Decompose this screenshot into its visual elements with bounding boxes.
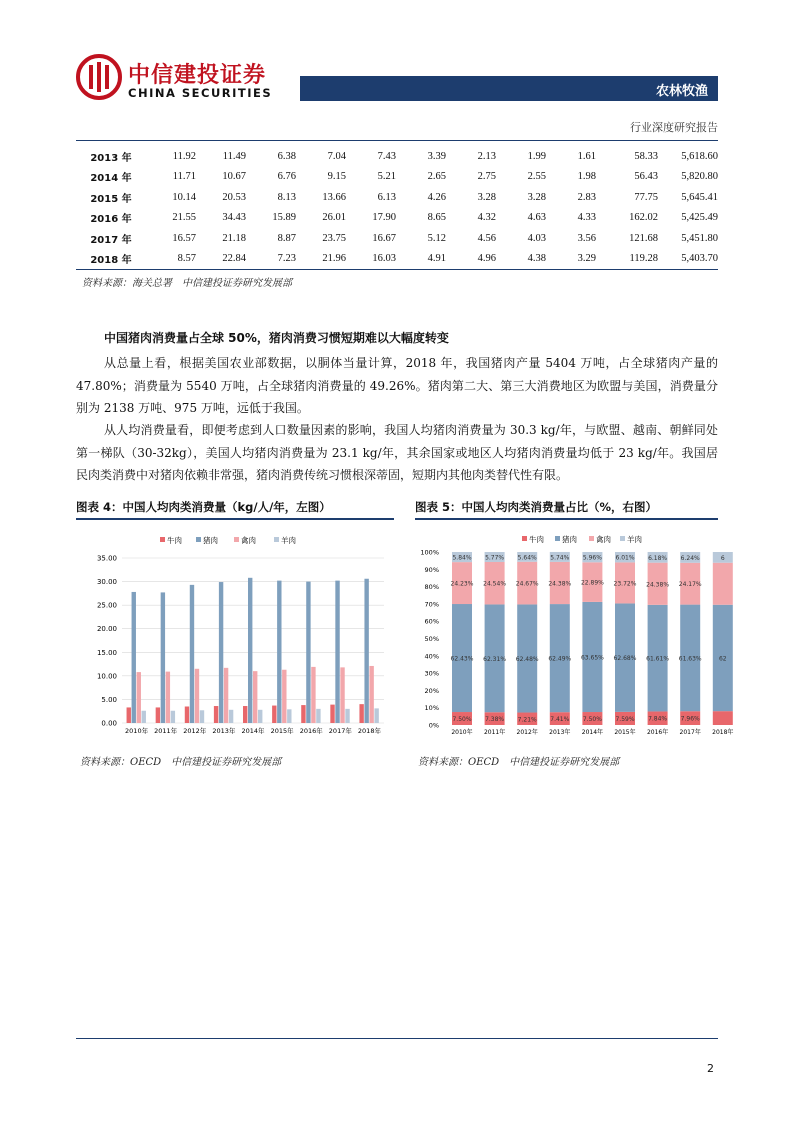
- value-cell: 121.68: [629, 232, 658, 244]
- value-cell: 4.33: [577, 212, 596, 224]
- y-tick-label: 30%: [424, 669, 439, 678]
- legend-label: 猪肉: [562, 535, 577, 544]
- x-tick-label: 2012年: [516, 729, 538, 736]
- bar: [171, 711, 175, 723]
- value-cell: 8.13: [277, 191, 296, 203]
- value-cell: 4.91: [396, 249, 446, 270]
- table-row: [76, 187, 718, 208]
- paragraph-2: 从人均消费量看，即便考虑到人口数量因素的影响，我国人均猪肉消费量为 30.3 kg/年，与欧盟、越南、朝鲜同处第一梯队（30-32kg），美国人均猪肉消费量为 23.1 kg/年，其余国家或地区人均猪肉消费量均低于 23 kg/年。我国居民肉类消费中对猪肉依赖非常强，猪肉消费传统习惯根深蒂固，短期内其他肉类替代性有限。: [76, 423, 718, 482]
- sector-label: 农林牧渔: [655, 84, 708, 99]
- header-rule: [76, 140, 718, 141]
- x-tick-label: 2015年: [614, 729, 636, 736]
- value-cell: 1.61: [577, 150, 596, 162]
- x-tick-label: 2015年: [270, 727, 294, 735]
- data-label: 24.23%: [450, 580, 474, 588]
- bar: [316, 709, 320, 723]
- data-label: 5.77%: [485, 554, 505, 562]
- value-cell: 4.56: [477, 232, 496, 244]
- value-cell: 6.76: [277, 171, 296, 183]
- table-source: 资料来源：海关总署 中信建投证券研究发展部: [82, 278, 292, 289]
- y-tick-label: 10.00: [96, 672, 117, 681]
- value-cell: 17.90: [372, 212, 396, 224]
- bar: [340, 667, 344, 723]
- year-cell: 2018 年: [76, 249, 146, 270]
- bar: [369, 666, 373, 723]
- bar: [243, 706, 247, 723]
- y-tick-label: 5.00: [101, 695, 117, 704]
- data-label: 24.54%: [483, 580, 507, 588]
- brand-name-en: CHINA SECURITIES: [128, 86, 273, 100]
- value-cell: 22.84: [196, 249, 246, 270]
- bar: [364, 579, 368, 723]
- value-cell: 119.28: [596, 249, 658, 270]
- data-label: 24.38%: [548, 580, 572, 588]
- x-tick-label: 2011年: [483, 729, 506, 736]
- data-label: 7.59%: [615, 715, 635, 723]
- y-tick-label: 80%: [424, 583, 439, 592]
- bar: [127, 707, 131, 723]
- bar: [161, 592, 165, 723]
- bar: [156, 707, 160, 723]
- figure-4-source: 资料来源：OECD 中信建投证券研究发展部: [80, 757, 282, 768]
- figure-5-source: 资料来源：OECD 中信建投证券研究发展部: [418, 757, 620, 768]
- bar: [282, 670, 286, 723]
- bar: [166, 672, 170, 723]
- bar: [287, 709, 291, 723]
- header-bar: [300, 76, 718, 101]
- legend-swatch: [196, 537, 201, 542]
- value-cell: 4.38: [496, 249, 546, 270]
- year-cell: 2014 年: [90, 173, 132, 185]
- brand-name-cn: 中信建投证券: [128, 63, 267, 88]
- bar: [195, 669, 199, 723]
- bar: [272, 706, 276, 723]
- legend-swatch: [234, 537, 239, 542]
- bar: [214, 706, 218, 723]
- data-label: 62.31%: [483, 655, 507, 663]
- value-cell: 23.75: [322, 232, 346, 244]
- legend-label: 禽肉: [596, 535, 611, 544]
- bar: [345, 709, 349, 723]
- x-tick-label: 2017年: [679, 729, 701, 736]
- value-cell: 3.56: [577, 232, 596, 244]
- year-cell: 2013 年: [90, 152, 132, 164]
- table-row: [76, 167, 718, 188]
- data-label: 62.48%: [515, 655, 539, 663]
- value-cell: 8.65: [427, 212, 446, 224]
- x-tick-label: 2018年: [357, 727, 381, 735]
- x-tick-label: 2014年: [581, 729, 604, 736]
- bar: [301, 705, 305, 723]
- x-tick-label: 2014年: [241, 727, 265, 735]
- data-label: 24.67%: [515, 580, 539, 588]
- data-label: 6: [720, 554, 725, 562]
- year-cell: 2016 年: [90, 214, 132, 226]
- x-tick-label: 2012年: [183, 727, 207, 735]
- y-tick-label: 40%: [424, 652, 439, 661]
- y-tick-label: 60%: [424, 617, 439, 626]
- value-cell: 13.66: [322, 191, 346, 203]
- data-label: 7.84%: [648, 715, 668, 723]
- data-label: 6.18%: [648, 554, 668, 562]
- data-label: 62: [718, 655, 727, 663]
- y-tick-label: 50%: [424, 635, 439, 643]
- value-cell: 21.55: [172, 212, 196, 224]
- footer-rule: [76, 1038, 718, 1039]
- value-cell: 34.43: [222, 212, 246, 224]
- figure-4-title: 图表 4：中国人均肉类消费量（kg/人/年，左图）: [76, 499, 394, 520]
- value-cell: 6.38: [277, 150, 296, 162]
- x-tick-label: 2016年: [299, 727, 323, 735]
- data-label: 61.61%: [646, 655, 670, 663]
- value-cell: 16.03: [346, 249, 396, 270]
- bar: [224, 668, 228, 723]
- y-tick-label: 90%: [424, 565, 439, 574]
- bar: [185, 707, 189, 724]
- legend-swatch: [589, 536, 594, 541]
- value-cell: 5,451.80: [681, 232, 718, 244]
- figure-5-title: 图表 5：中国人均肉类消费量占比（%，右图）: [415, 499, 718, 520]
- value-cell: 5.21: [377, 171, 396, 183]
- value-cell: 5,645.41: [681, 191, 718, 203]
- data-label: 7.96%: [680, 715, 700, 723]
- year-cell: 2017 年: [90, 234, 132, 246]
- x-tick-label: 2018年: [712, 729, 734, 736]
- legend-swatch: [274, 537, 279, 542]
- value-cell: 5,820.80: [681, 171, 718, 183]
- legend-swatch: [522, 536, 527, 541]
- x-tick-label: 2017年: [328, 727, 352, 735]
- stacked-bar-segment: [713, 711, 733, 725]
- china-securities-logo: [76, 54, 122, 100]
- legend-label: 禽肉: [241, 536, 256, 545]
- data-label: 6.24%: [680, 554, 700, 562]
- table-row: [76, 228, 718, 249]
- y-tick-label: 10%: [424, 704, 439, 713]
- data-label: 62.43%: [450, 655, 474, 663]
- year-cell: 2015 年: [90, 193, 132, 205]
- y-tick-label: 0.00: [101, 719, 117, 728]
- data-label: 7.50%: [452, 716, 472, 724]
- bar: [277, 581, 281, 723]
- data-label: 6.01%: [615, 554, 635, 562]
- legend-label: 猪肉: [203, 536, 218, 545]
- data-label: 24.17%: [678, 581, 702, 589]
- legend-swatch: [160, 537, 165, 542]
- bar: [330, 705, 334, 723]
- stacked-bar-segment: [713, 563, 733, 605]
- bar: [248, 578, 252, 723]
- legend-label: 羊肉: [281, 536, 296, 545]
- y-tick-label: 70%: [424, 600, 439, 609]
- value-cell: 3.29: [546, 249, 596, 270]
- value-cell: 3.28: [527, 191, 546, 203]
- value-cell: 11.71: [172, 171, 196, 183]
- report-type: 行业深度研究报告: [630, 121, 718, 134]
- value-cell: 8.57: [146, 249, 196, 270]
- value-cell: 5,403.70: [658, 249, 718, 270]
- bar: [132, 592, 136, 723]
- data-label: 63.65%: [580, 654, 604, 662]
- value-cell: 56.43: [634, 171, 658, 183]
- value-cell: 2.13: [477, 150, 496, 162]
- import-data-table: [76, 146, 718, 270]
- y-tick-label: 20%: [424, 686, 439, 695]
- x-tick-label: 2016年: [646, 729, 669, 736]
- bar: [253, 671, 257, 723]
- bar: [359, 704, 363, 723]
- value-cell: 20.53: [222, 191, 246, 203]
- value-cell: 16.57: [172, 232, 196, 244]
- value-cell: 16.67: [372, 232, 396, 244]
- value-cell: 3.39: [427, 150, 446, 162]
- value-cell: 7.43: [377, 150, 396, 162]
- bar: [137, 672, 141, 723]
- y-tick-label: 100%: [420, 548, 439, 557]
- paragraph-1: 从总量上看，根据美国农业部数据，以胴体当量计算，2018 年，我国猪肉产量 5404 万吨，占全球猪肉产量的 47.80%；消费量为 5540 万吨，占全球猪肉消费量的 49.26%。猪肉第二大、第三大消费地区为欧盟与美国，消费量分别为 2138 万吨、975 万吨，远低于我国。: [76, 356, 718, 415]
- x-tick-label: 2011年: [154, 727, 178, 735]
- x-tick-label: 2010年: [125, 727, 149, 735]
- data-label: 7.38%: [485, 716, 505, 724]
- value-cell: 21.18: [222, 232, 246, 244]
- bar: [229, 710, 233, 723]
- value-cell: 5,425.49: [681, 212, 718, 224]
- value-cell: 4.63: [527, 212, 546, 224]
- value-cell: 4.32: [477, 212, 496, 224]
- per-capita-meat-consumption-chart: [78, 528, 396, 743]
- data-label: 7.21%: [517, 716, 537, 724]
- value-cell: 2.83: [577, 191, 596, 203]
- value-cell: 5,618.60: [681, 150, 718, 162]
- data-label: 23.72%: [613, 580, 637, 588]
- value-cell: 2.55: [527, 171, 546, 183]
- y-tick-label: 25.00: [96, 601, 117, 610]
- data-label: 62.49%: [548, 655, 572, 663]
- legend-label: 牛肉: [529, 535, 544, 544]
- legend-swatch: [555, 536, 560, 541]
- x-tick-label: 2013年: [212, 727, 236, 735]
- value-cell: 10.67: [222, 171, 246, 183]
- table-row: [76, 146, 718, 167]
- legend-label: 羊肉: [627, 535, 642, 544]
- bar: [219, 582, 223, 723]
- value-cell: 5.12: [427, 232, 446, 244]
- value-cell: 11.92: [172, 150, 196, 162]
- legend-label: 牛肉: [167, 536, 182, 545]
- bar: [142, 711, 146, 723]
- value-cell: 77.75: [634, 191, 658, 203]
- y-tick-label: 20.00: [96, 625, 117, 634]
- bar: [374, 708, 378, 723]
- y-tick-label: 15.00: [96, 648, 117, 657]
- value-cell: 8.87: [277, 232, 296, 244]
- value-cell: 9.15: [327, 171, 346, 183]
- value-cell: 26.01: [322, 212, 346, 224]
- data-label: 24.38%: [646, 581, 670, 589]
- y-tick-label: 0%: [428, 721, 439, 730]
- value-cell: 162.02: [629, 212, 658, 224]
- value-cell: 4.03: [527, 232, 546, 244]
- bar: [190, 585, 194, 723]
- data-label: 5.64%: [517, 554, 537, 562]
- value-cell: 7.23: [246, 249, 296, 270]
- value-cell: 2.65: [427, 171, 446, 183]
- x-tick-label: 2010年: [451, 729, 473, 736]
- data-label: 5.96%: [582, 554, 602, 562]
- y-tick-label: 30.00: [96, 578, 117, 587]
- data-label: 5.74%: [550, 554, 570, 562]
- bar: [200, 710, 204, 723]
- value-cell: 21.96: [296, 249, 346, 270]
- value-cell: 7.04: [327, 150, 346, 162]
- legend-swatch: [620, 536, 625, 541]
- meat-consumption-share-chart: [415, 528, 734, 743]
- value-cell: 1.98: [577, 171, 596, 183]
- value-cell: 15.89: [272, 212, 296, 224]
- section-title: 中国猪肉消费量占全球 50%，猪肉消费习惯短期难以大幅度转变: [104, 331, 449, 345]
- value-cell: 4.26: [427, 191, 446, 203]
- bar: [335, 581, 339, 723]
- bar: [311, 667, 315, 723]
- y-tick-label: 35.00: [96, 554, 117, 563]
- data-label: 62.68%: [613, 655, 637, 663]
- data-label: 5.84%: [452, 554, 472, 562]
- bar: [258, 710, 262, 723]
- table-row: [76, 249, 718, 270]
- value-cell: 11.49: [222, 150, 246, 162]
- data-label: 7.41%: [550, 716, 570, 724]
- table-row: [76, 208, 718, 229]
- value-cell: 10.14: [172, 191, 196, 203]
- data-label: 22.89%: [580, 579, 604, 587]
- page-number: 2: [707, 1062, 714, 1075]
- value-cell: 1.99: [527, 150, 546, 162]
- value-cell: 58.33: [634, 150, 658, 162]
- x-tick-label: 2013年: [549, 729, 571, 736]
- value-cell: 6.13: [377, 191, 396, 203]
- bar: [306, 582, 310, 723]
- data-label: 61.63%: [678, 655, 702, 663]
- data-label: 7.50%: [582, 716, 602, 724]
- value-cell: 2.75: [477, 171, 496, 183]
- value-cell: 3.28: [477, 191, 496, 203]
- value-cell: 4.96: [446, 249, 496, 270]
